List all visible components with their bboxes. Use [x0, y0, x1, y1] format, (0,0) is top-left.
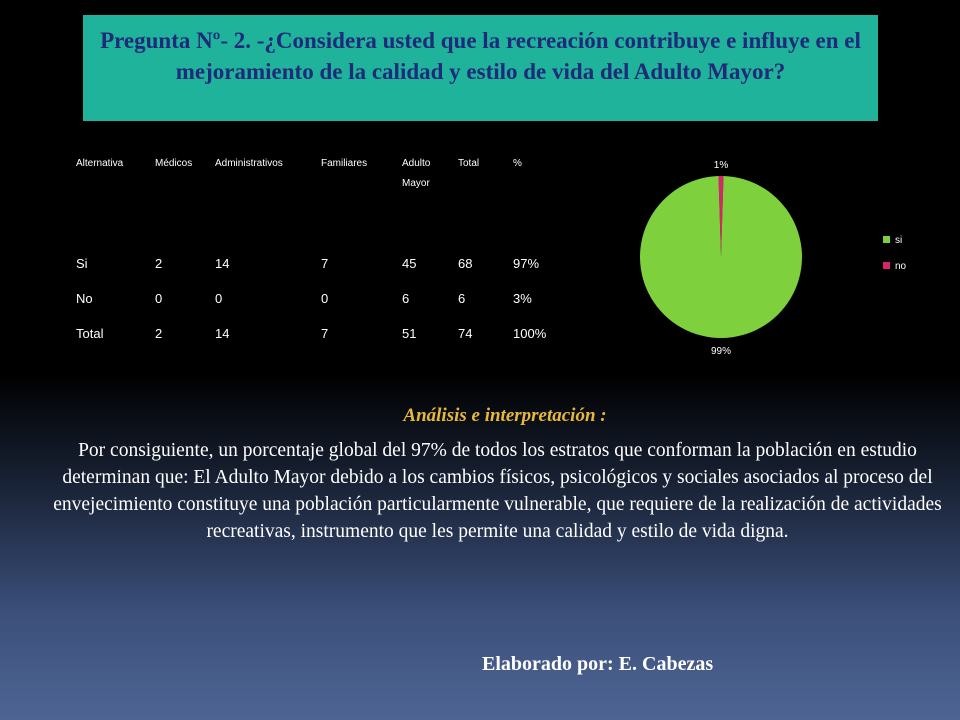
- table-cell: Si: [76, 256, 88, 271]
- table-cell: 100%: [513, 326, 547, 341]
- table-row: [72, 316, 563, 351]
- table-header: Administrativos: [215, 158, 283, 169]
- table-cell: 2: [155, 326, 163, 341]
- legend-label-si: si: [895, 235, 903, 246]
- analysis-text: Por consiguiente, un porcentaje global del 97% de todos los estratos que conforman la población en estudio determinan que: El Adulto Mayor debido a los cambios físicos, psicológicos y sociales asociados al proceso del envejecimiento constituye una población particularmente vulnerable, que requiere de la realización de actividades recreativas, instrumento que les permite una calidad y estilo de vida digna.: [53, 440, 942, 542]
- table-cell: 7: [321, 326, 329, 341]
- pie-data-label: 99%: [710, 346, 732, 357]
- table-cell: Total: [76, 326, 104, 341]
- table-header-row: [72, 150, 563, 246]
- table-header: Médicos: [155, 158, 193, 169]
- analysis-heading: Análisis e interpretación :: [403, 405, 607, 426]
- table-cell: 74: [458, 326, 473, 341]
- table-header: Total: [458, 158, 480, 169]
- question-title: Pregunta Nº- 2. -¿Considera usted que la recreación contribuye e influye en el mejoramiento de la calidad y estilo de vida del Adulto Mayor?: [83, 15, 878, 121]
- table-cell: 97%: [513, 256, 540, 271]
- table-header: %: [513, 158, 522, 169]
- table-row: [72, 281, 563, 316]
- table-header: Familiares: [321, 158, 368, 169]
- table-cell: 3%: [513, 291, 532, 306]
- pie-chart-svg: [600, 140, 940, 380]
- table-cell: 7: [321, 256, 329, 271]
- table-cell: 68: [458, 256, 473, 271]
- table-row: [72, 246, 563, 281]
- table-cell: 51: [402, 326, 417, 341]
- table-cell: 6: [402, 291, 410, 306]
- results-table: [72, 150, 563, 351]
- table-cell: 6: [458, 291, 466, 306]
- pie-data-label: 1%: [713, 160, 729, 171]
- table-cell: 0: [215, 291, 223, 306]
- table-cell: 14: [215, 256, 230, 271]
- legend-swatch-no: [883, 262, 890, 269]
- table-cell: 14: [215, 326, 230, 341]
- table-cell: 0: [155, 291, 163, 306]
- table-cell: 45: [402, 256, 417, 271]
- table-header: Adulto Mayor: [402, 158, 431, 189]
- table-cell: 0: [321, 291, 329, 306]
- table-cell: No: [76, 291, 93, 306]
- legend-swatch-si: [883, 236, 890, 243]
- legend-label-no: no: [895, 261, 907, 272]
- table-cell: 2: [155, 256, 163, 271]
- table-header: Alternativa: [76, 158, 124, 169]
- pie-chart: [600, 140, 940, 380]
- author-credit: Elaborado por: E. Cabezas: [482, 653, 714, 675]
